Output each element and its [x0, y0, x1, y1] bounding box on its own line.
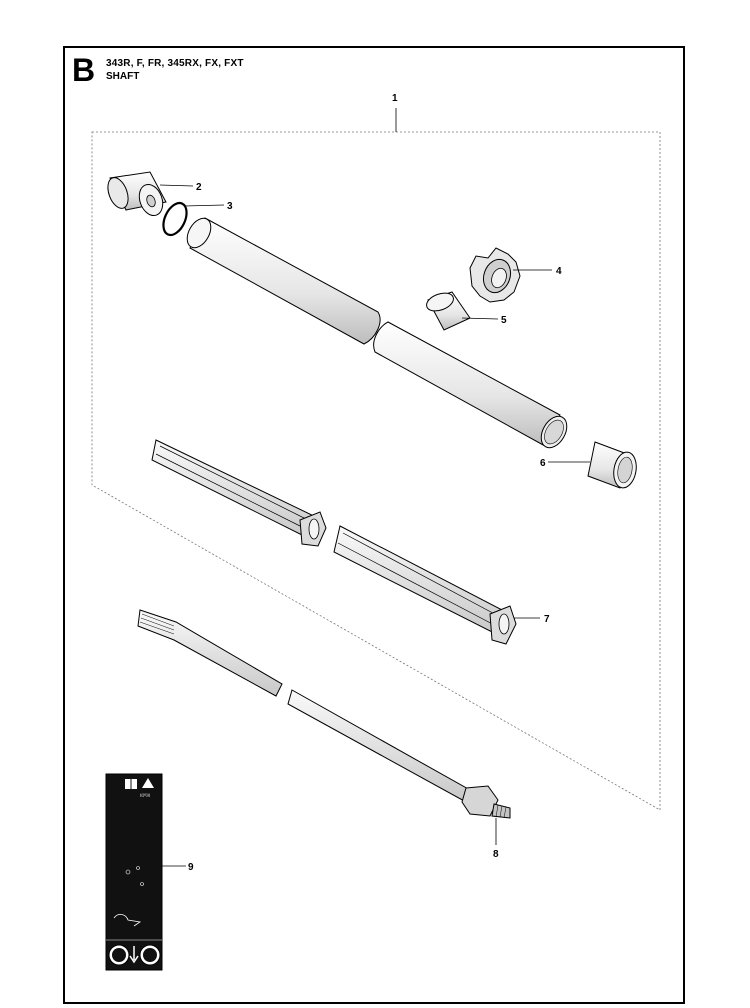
- leader-line-2: [160, 185, 193, 186]
- callout-1: 1: [392, 93, 398, 104]
- part-4-star-nut: [470, 248, 520, 302]
- section-letter: B: [72, 52, 96, 88]
- callout-3: 3: [227, 201, 233, 212]
- part-1-shaft-tube-upper: [182, 214, 380, 344]
- part-6-end-bushing: [588, 442, 639, 490]
- callout-9: 9: [188, 862, 194, 873]
- part-7-liner-upper: [152, 440, 326, 546]
- callout-6: 6: [540, 458, 546, 469]
- svg-text:(((\\))): (((\\))): [140, 792, 151, 797]
- model-list: 343R, F, FR, 345RX, FX, FXT: [106, 58, 244, 69]
- callout-8: 8: [493, 849, 499, 860]
- part-2-sleeve: [104, 172, 167, 219]
- part-5-clamp-ring: [424, 290, 470, 330]
- part-9-decal: [106, 774, 162, 970]
- part-1-shaft-tube-lower: [374, 322, 572, 452]
- part-8-drive-shaft-upper: [138, 610, 282, 696]
- leader-line-3: [184, 205, 224, 206]
- part-3-o-ring: [159, 199, 191, 238]
- callout-4: 4: [556, 266, 562, 277]
- part-7-liner-lower: [334, 526, 516, 644]
- callout-2: 2: [196, 182, 202, 193]
- page-title: SHAFT: [106, 71, 140, 82]
- callout-7: 7: [544, 614, 550, 625]
- part-8-drive-shaft-lower: [288, 690, 510, 818]
- callout-5: 5: [501, 315, 507, 326]
